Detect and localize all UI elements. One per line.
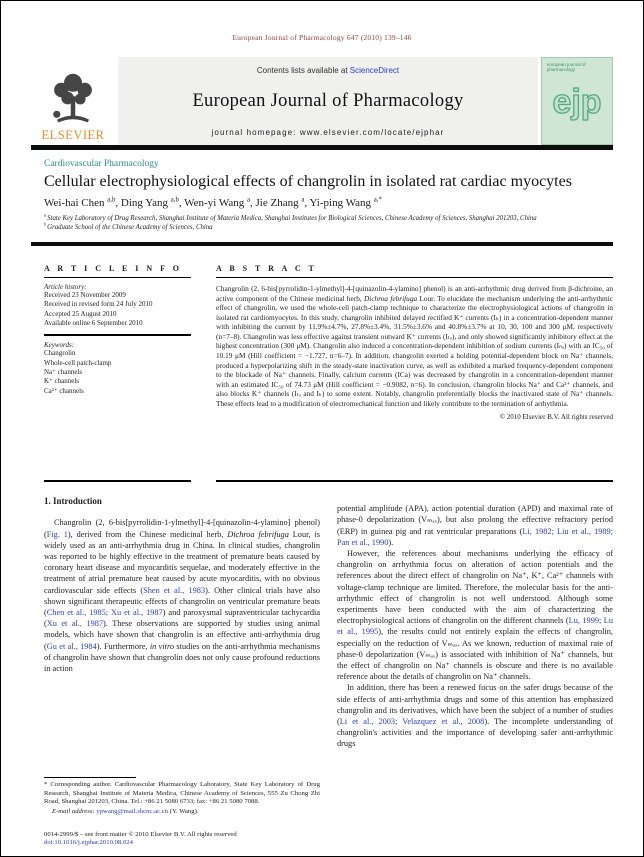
inline-link[interactable]: Lu, 1999; Lu et al., 1995 (337, 616, 613, 637)
text-segment: journal homepage: (211, 128, 300, 137)
intro-paragraph (337, 503, 613, 548)
introduction-heading: 1. Introduction (44, 496, 102, 507)
intro-paragraph (337, 548, 613, 682)
keyword-item: Na⁺ channels (44, 367, 83, 376)
text-segment: Dichroa febrifuga (364, 293, 418, 303)
text-segment: ). (388, 537, 394, 547)
text-segment: ) and paroxysmal supraventricular tachycardia ( (44, 608, 320, 629)
rule (44, 480, 191, 482)
text-segment: In addition, there has been a renewed focus on the safer drugs because of the side effects of anti-arrhythmia drugs and some of this attention has emphasized changrolin and its derivatives, which have been the subject of a number of studies ( (337, 683, 613, 727)
authors-line (44, 197, 613, 209)
text-segment: ). These observations are supported by studies using animal models, which have shown that changrolin is an effective anti-arrhythmia drug ( (44, 619, 320, 651)
text-segment: (Y. Wang). (168, 808, 199, 815)
copyright-line: © 2010 Elsevier B.V. All rights reserved (499, 413, 613, 422)
text-segment: Lour, is widely used as an anti-arrhythmia drug in China. In clinical studies, changrolin was reported to be highly effective in the treatment of premature beats caused by coronary heart disease and myocarditis sequelae, and moderately effective in the treatment of atrial premature beat caused by acute myocarditis, with no obvious cardiovascular side effects ( (44, 529, 320, 595)
footnote-block (44, 777, 320, 848)
text-segment: E-mail address: (52, 808, 95, 815)
journal-name: European Journal of Pharmacology (192, 91, 464, 111)
text-segment: ). Furthermore, (96, 641, 150, 651)
history-accepted: Accepted 25 August 2010 (44, 309, 117, 318)
affiliations (44, 212, 613, 232)
text-segment: b (44, 221, 48, 227)
keyword-item: Whole-cell patch-clamp (44, 358, 112, 367)
inline-link[interactable]: Fig. 1 (46, 529, 68, 539)
intro-paragraph (44, 517, 320, 674)
inline-link[interactable]: Chen et al., 1985; Xu et al., 1987 (46, 608, 163, 618)
elsevier-logo[interactable] (31, 57, 115, 145)
affiliation-b (44, 221, 613, 233)
article-info-column (44, 256, 191, 482)
corresponding-author-footnote (44, 781, 320, 807)
section-label: Cardiovascular Pharmacology (44, 159, 159, 169)
imprint-footer (44, 831, 320, 849)
contents-line (257, 66, 399, 75)
text-segment: a,* (373, 196, 382, 204)
homepage-line (212, 128, 445, 137)
inline-link[interactable]: Shen et al., 1983 (143, 585, 206, 595)
keywords-label: Keywords: (44, 341, 75, 350)
rule (216, 480, 613, 482)
text-segment: in vitro (149, 641, 175, 651)
homepage-link[interactable]: www.elsevier.com/locate/ejphar (299, 128, 445, 137)
text-segment: Changrolin (2, 6-bis[pyrrolidin-1-ylmethyl]-4-[quinazolin-4-ylamino] phenol) is an anti-arrhythmic drug derived from β-dichroine, an active component of the Chinese medicinal herb, (216, 284, 613, 303)
article-info-heading: A R T I C L E I N F O (44, 264, 182, 274)
keyword-item: Ca²⁺ channels (44, 386, 84, 395)
abstract-column (216, 256, 613, 482)
history-received: Received 23 November 2009 (44, 291, 126, 300)
doi-link[interactable]: doi:10.1016/j.ejphar.2010.08.024 (44, 839, 133, 847)
abstract-heading: A B S T R A C T (216, 264, 317, 274)
text-segment: studies on the anti-arrhythmia mechanisms of changrolin have shown that changrolin does not only cause profound reductions in action (44, 641, 320, 674)
text-segment: a,b (170, 196, 179, 204)
history-revised: Received in revised form 24 July 2010 (44, 300, 153, 309)
header-divider-bar (31, 145, 613, 150)
article-history-label: Article history: (44, 283, 87, 292)
cover-title: european journal of pharmacology (546, 62, 586, 72)
inline-link[interactable]: Xu et al., 1987 (46, 619, 104, 629)
email-line (44, 808, 320, 817)
text-segment: State Key Laboratory of Drug Research, Shanghai Institute of Materia Medica, Shanghai Institutes for Biological Sciences, Chinese Academy of Sciences, Shanghai 201203, China (47, 215, 537, 222)
intro-paragraph (337, 682, 613, 749)
text-segment: * Corresponding author. Cardiovascular Pharmacology Laboratory, State Key Laboratory of Drug Research, Shanghai Institute of Materia Medica, Chinese Academy of Sciences, 555 Zu Chong Zhi Road, Shanghai 201203, China. Tel.: +86 21 5080 6733; fax: +86 21 5080 7088. (44, 781, 320, 806)
journal-citation-line: European Journal of Pharmacology 647 (2010) 139–146 (232, 33, 412, 42)
elsevier-wordmark: ELSEVIER (41, 128, 105, 142)
info-abstract-section (44, 256, 613, 482)
intro-right-column (337, 496, 613, 848)
issn-line: 0014-2999/$ – see front matter © 2010 Elsevier B.V. All rights reserved (44, 830, 237, 838)
text-segment: Dichroa febrifuga (227, 529, 289, 539)
abstract-text (216, 284, 613, 408)
footnote-rule (44, 777, 136, 778)
inline-link[interactable]: Li et al., 2003; Velazquez et al., 2008 (339, 717, 485, 727)
elsevier-tree-icon (46, 71, 100, 127)
journal-header (31, 57, 613, 145)
email-link[interactable]: ypwang@mail.shcnc.ac.cn (96, 808, 169, 815)
inline-link[interactable]: Gu et al., 1984 (46, 641, 97, 651)
text-segment: ). The incomplete understanding of changrolin's activities and the importance of developing safer anti-arrhythmic drugs (337, 717, 613, 749)
text-segment: a (246, 196, 250, 204)
intro-left-column (44, 496, 320, 848)
text-segment: ), the results could not entirely explain the effects of changrolin, especially on the reduction of Vₘₐₓ. As we known, reduction of maximal rate of phase-0 depolarization (Vₘₐₓ) is associated with inhibition of Na⁺ channels, but the effect of changrolin on Na⁺ channels is obscure and there is no available reference about the details of changrolin on Na⁺ channels. (337, 627, 613, 682)
history-online: Available online 6 September 2010 (44, 319, 143, 328)
sciencedirect-link[interactable]: ScienceDirect (349, 66, 400, 75)
inline-link[interactable]: Li, 1982; Liu et al., 1989; Pan et al., 1990 (337, 526, 613, 547)
rule (44, 334, 191, 336)
text-segment: ). Other clinical trials have also shown significant therapeutic effects of changrolin on ventricular premature beats ( (44, 585, 320, 618)
text-segment: , Wen-yi Wang (178, 197, 247, 209)
text-segment: , Jie Zhang (250, 197, 302, 209)
journal-banner (118, 57, 538, 145)
text-segment: Graduate School of the Chinese Academy of Sciences, China (47, 223, 213, 231)
text-segment: Wei-hai Chen (44, 197, 108, 209)
rule (44, 277, 191, 278)
text-segment: Contents lists available at (256, 66, 350, 75)
keyword-item: Changrolin (44, 349, 76, 358)
text-segment: a,b (107, 196, 116, 204)
text-segment: Changrolin (2, 6-bis[pyrrolidin-1-ylmethyl]-4-[quinazolin-4-ylamino] phenol) ( (44, 518, 320, 539)
text-segment: potential amplitude (APA), action potential duration (APD) and maximal rate of phase-0 depolarization (Vₘₐₓ), but also prolong the effective refractory period (ERP) in guinea pig and rat ventricular preparations ( (337, 504, 613, 536)
text-segment: , Ding Yang (115, 197, 171, 209)
text-segment: Lour. To elucidate the mechanism underlying the anti-arrhythmic effect of changrolin, we used the whole-cell patch-clamp technique to characterize the electrophysiological actions of changrolin in isolated rat cardiomyocytes. In this study, changrolin inhibited delayed rectified K⁺ currents (Iₖ) in a concentration-dependent manner with inhibiting the current by 11.9%±4.7%, 27.8%±3.4%, 31.5%±3.6% and 40.8%±3.7% at 10, 30, 100 and 300 μM, respectively (n=7–8). Changrolin was less effective against transient outward K⁺ currents (Iₜₒ), and only showed significantly inhibitory effect at the highest concentration (300 μM). Changrolin also induced a concentration-dependent inhibition of sodium currents (Iₙₐ) with an IC₅₀ of 10.19 μM (Hill coefficient = −1.727, n=6–7). In addition, changrolin exerted a holding potential-dependent block on Na⁺ channels, produced a hyperpolarizing shift in the steady-state inactivation curve, as well as exhibited a marked frequency-dependent component to the blockade of Na⁺ channels. Finally, calcium currents (ICa) was decreased by changrolin in a concentration-dependent manner with an estimated IC₅₀ of 74.73 μM (Hill coefficient = −0.9082, n=6). In conclusion, changrolin blocks Na⁺ and Ca²⁺ channels, and also blocks K⁺ channels (Iₜₒ and Iₖ) to some extent. Notably, changrolin preferentially blocks the inactivated state of Na⁺ channels. These effects lead to a modification of electromechanical function and likely contribute to the termination of arrhythmia. (216, 293, 613, 408)
rule (216, 277, 613, 278)
ejp-cover-logo: ejp (552, 83, 602, 121)
text-segment: However, the references about mechanisms underlying the efficacy of changrolin on arrhythmia focus on alteration of action potentials and the references about the direct effect of changrolin on Na⁺, K⁺, Ca²⁺ channels with voltage-clamp technique are limited. Therefore, the molecular basis for the anti-arrhythmic effect of changrolin is not well understood. Although some experiments have been conducted with the aim of characterizing the electrophysiological actions of changrolin on the different channels ( (337, 549, 613, 626)
introduction-section (44, 496, 613, 848)
journal-cover-thumbnail[interactable] (541, 57, 613, 145)
text-segment: ), derived from the Chinese medicinal herb, (67, 529, 228, 539)
article-title: Cellular electrophysiological effects of changrolin in isolated rat cardiac myocytes (44, 173, 572, 190)
text-segment: a (301, 196, 305, 204)
keyword-item: K⁺ channels (44, 377, 79, 386)
text-segment: a (44, 212, 48, 218)
text-segment: , Yi-ping Wang (304, 197, 374, 209)
title-divider-bar (31, 242, 613, 246)
